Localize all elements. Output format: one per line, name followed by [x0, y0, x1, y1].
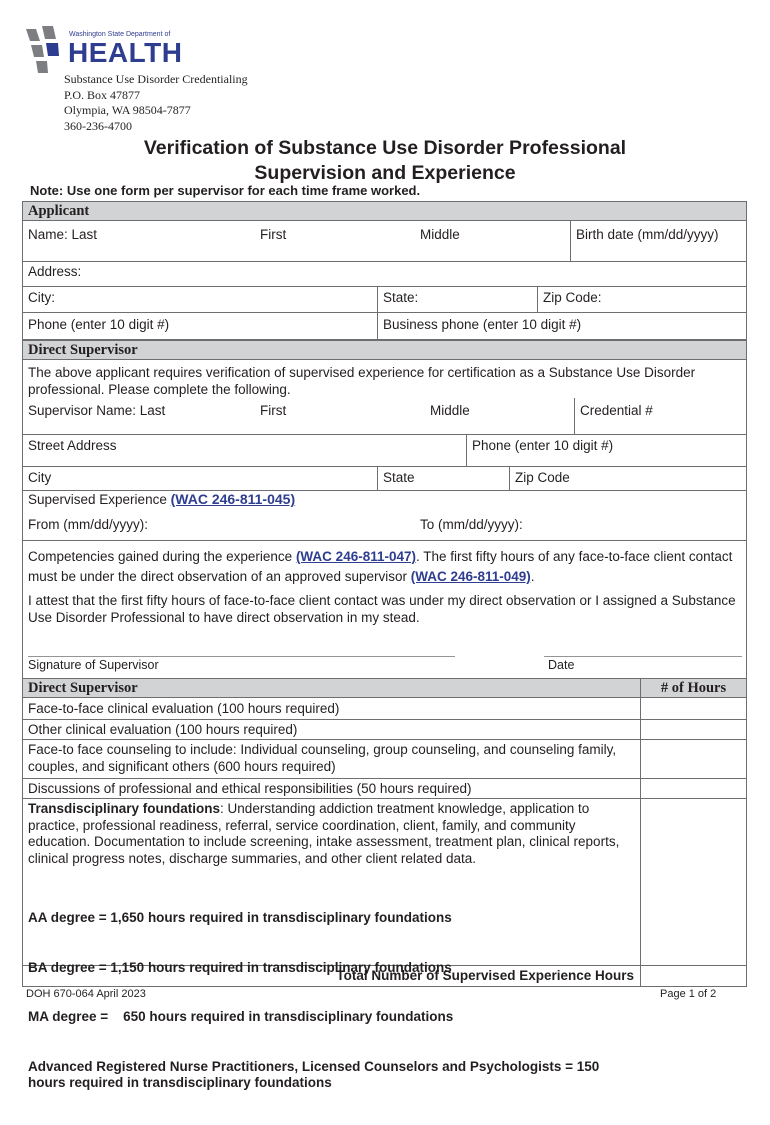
table-row: Other clinical evaluation (100 hours required): [28, 722, 298, 737]
supervisor-middle-name-field[interactable]: Middle: [430, 403, 470, 418]
supervisor-heading: Direct Supervisor: [22, 340, 747, 360]
hours-table-heading: Direct Supervisor: [22, 678, 640, 698]
address-line: P.O. Box 47877: [64, 87, 141, 102]
address-line: Substance Use Disorder Credentialing: [64, 72, 248, 86]
form-title: [0, 136, 770, 186]
applicant-birth-date-field[interactable]: Birth date (mm/dd/yyyy): [576, 227, 719, 242]
supervisor-phone-field[interactable]: Phone (enter 10 digit #): [472, 438, 614, 453]
office-address: [64, 72, 248, 134]
table-row: Face-to-face clinical evaluation (100 hours required): [28, 701, 340, 716]
address-line: Olympia, WA 98504-7877: [64, 103, 191, 117]
degree-line: Advanced Registered Nurse Practitioners, Licensed Counselors and Psychologists = 150 hours required in transdisciplinary foundations: [28, 1058, 604, 1090]
hours-column-heading: # of Hours: [640, 678, 747, 698]
health-logo: [22, 26, 182, 74]
table-row: Discussions of professional and ethical responsibilities (50 hours required): [28, 781, 472, 796]
competencies-text-b: . The first fifty hours of any face-to-face client contact must be under the direct observation of an approved supervisor: [28, 549, 733, 584]
applicant-city-field[interactable]: City:: [28, 290, 55, 305]
supervisor-credential-field[interactable]: Credential #: [580, 403, 653, 418]
form-note: Note: Use one form per supervisor for each time frame worked.: [30, 183, 421, 198]
applicant-zip-field[interactable]: Zip Code:: [543, 290, 602, 305]
supervisor-street-field[interactable]: Street Address: [28, 438, 117, 453]
supervisor-intro: The above applicant requires verification of supervised experience for certification as a Substance Use Disorder professional. Please complete the following.: [28, 365, 696, 397]
form-id: DOH 670-064 April 2023: [26, 988, 146, 1000]
applicant-heading: Applicant: [22, 201, 747, 221]
date-line[interactable]: [544, 656, 742, 657]
applicant-first-name-field[interactable]: First: [260, 227, 287, 242]
wac-049-link[interactable]: (WAC 246-811-049): [410, 569, 531, 584]
date-label: Date: [548, 658, 575, 672]
address-line: 360-236-4700: [64, 118, 132, 133]
applicant-last-name-field[interactable]: Name: Last: [28, 227, 98, 242]
degree-line: BA degree = 1,150 hours required in transdisciplinary foundations: [28, 959, 452, 975]
wac-045-link[interactable]: (WAC 246-811-045): [170, 491, 296, 507]
wac-047-link[interactable]: (WAC 246-811-047): [295, 549, 416, 564]
supervisor-zip-field[interactable]: Zip Code: [515, 470, 570, 485]
logo-dept-text: Washington State Department of: [69, 31, 171, 38]
total-hours-label: Total Number of Supervised Experience Hours: [336, 968, 634, 983]
competencies-text-a: Competencies gained during the experience: [28, 549, 296, 564]
transdisciplinary-label: Transdisciplinary foundations: [28, 801, 221, 816]
supervised-experience-label: [28, 491, 295, 507]
supervised-experience-text: Supervised Experience: [28, 492, 167, 507]
supervisor-last-name-field[interactable]: Supervisor Name: Last: [28, 403, 166, 418]
signature-line[interactable]: [28, 656, 455, 657]
form-body: [22, 201, 747, 1090]
supervisor-state-field[interactable]: State: [383, 470, 415, 485]
degree-line: MA degree = 650 hours required in transdisciplinary foundations: [28, 1009, 454, 1024]
applicant-middle-name-field[interactable]: Middle: [420, 227, 460, 242]
title-line-1: Verification of Substance Use Disorder Professional: [143, 137, 627, 159]
title-line-2: Supervision and Experience: [254, 162, 516, 184]
signature-label: Signature of Supervisor: [28, 658, 159, 672]
transdisciplinary-text: : Understanding addiction treatment knowledge, application to practice, professional readiness, referral, service coordination, client, family, and community education. Documentation to include screening, intake assessment, treatment plan, clinical reports, clinical progress notes, discharge summaries, and other client related data.: [28, 801, 620, 866]
experience-to-field[interactable]: To (mm/dd/yyyy):: [420, 517, 523, 532]
table-row: Face-to face counseling to include: Individual counseling, group counseling, and counseling family, couples, and significant others (600 hours required): [28, 742, 617, 774]
supervisor-city-field[interactable]: City: [28, 470, 52, 485]
supervisor-first-name-field[interactable]: First: [260, 403, 287, 418]
logo-health-text: HEALTH: [68, 37, 183, 68]
total-hours-field[interactable]: [641, 966, 746, 986]
attestation-text: I attest that the first fifty hours of face-to-face client contact was under my direct observation or I assigned a Substance Use Disorder Professional to have direct observation in my stead.: [28, 593, 736, 625]
applicant-business-phone-field[interactable]: Business phone (enter 10 digit #): [383, 317, 582, 332]
degree-requirements: [28, 877, 636, 1125]
competencies-text-c: .: [530, 569, 535, 584]
experience-from-field[interactable]: From (mm/dd/yyyy):: [28, 517, 148, 532]
logo-mark-icon: [22, 26, 68, 74]
applicant-address-field[interactable]: Address:: [28, 264, 82, 279]
transdisciplinary-row: [28, 801, 636, 867]
applicant-state-field[interactable]: State:: [383, 290, 419, 305]
applicant-phone-field[interactable]: Phone (enter 10 digit #): [28, 317, 170, 332]
competencies-text: [28, 547, 740, 587]
degree-line: AA degree = 1,650 hours required in transdisciplinary foundations: [28, 910, 452, 925]
page-number: Page 1 of 2: [660, 988, 717, 1000]
